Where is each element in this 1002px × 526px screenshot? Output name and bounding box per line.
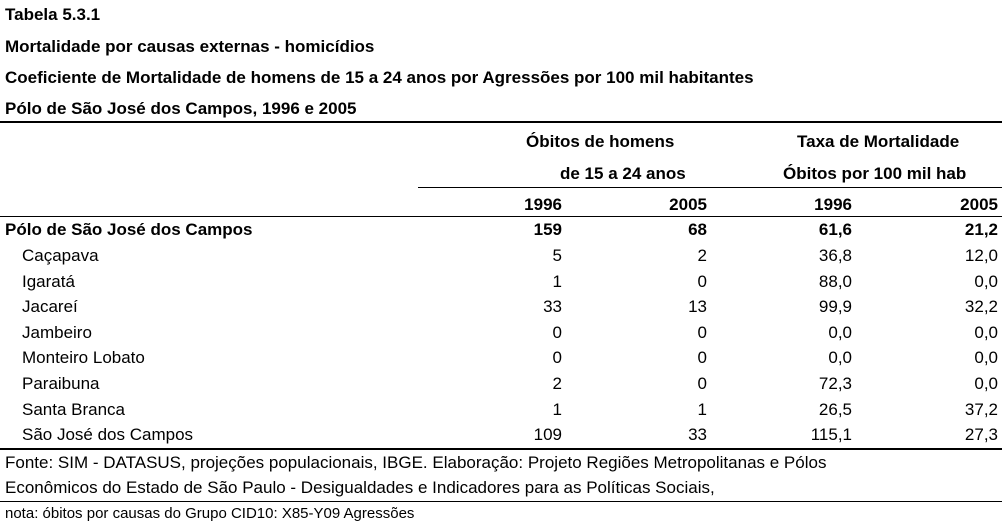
cell-value: 72,3 bbox=[818, 374, 852, 393]
cell-value: 0 bbox=[697, 272, 707, 291]
row-name: Caçapava bbox=[22, 246, 99, 265]
header-year: 1996 bbox=[524, 195, 562, 214]
table-id: Tabela 5.3.1 bbox=[5, 5, 101, 24]
cell-value: 26,5 bbox=[818, 400, 852, 419]
cell-value: 27,3 bbox=[964, 425, 998, 444]
cell-value: 5 bbox=[552, 246, 562, 265]
cell-value: 1 bbox=[697, 400, 707, 419]
cell-value: 0,0 bbox=[974, 323, 998, 342]
cell-value: 2 bbox=[552, 374, 562, 393]
cell-value: 32,2 bbox=[964, 297, 998, 316]
cell-value: 0 bbox=[552, 348, 562, 367]
row-name: Santa Branca bbox=[22, 400, 126, 419]
row-name-total: Pólo de São José dos Campos bbox=[5, 220, 253, 239]
cell-value: 13 bbox=[688, 297, 707, 316]
top-rule bbox=[0, 121, 1002, 123]
header-taxa-line2: Óbitos por 100 mil hab bbox=[783, 164, 967, 183]
cell-value: 33 bbox=[688, 425, 707, 444]
cell-value: 0 bbox=[552, 323, 562, 342]
cell-value: 68 bbox=[688, 220, 707, 239]
cell-value: 99,9 bbox=[818, 297, 852, 316]
header-taxa-line1: Taxa de Mortalidade bbox=[797, 132, 960, 151]
cell-value: 0,0 bbox=[974, 374, 998, 393]
cell-value: 0 bbox=[697, 348, 707, 367]
table-indicator: Coeficiente de Mortalidade de homens de 15 a 24 anos por Agressões por 100 mil habitantes bbox=[5, 68, 754, 87]
cell-value: 1 bbox=[552, 400, 562, 419]
cell-value: 61,6 bbox=[818, 220, 852, 239]
cell-value: 33 bbox=[543, 297, 562, 316]
header-year: 2005 bbox=[669, 195, 707, 214]
footer-rule bbox=[0, 501, 1002, 502]
cell-value: 0,0 bbox=[828, 323, 852, 342]
cell-value: 0,0 bbox=[974, 348, 998, 367]
row-name: São José dos Campos bbox=[22, 425, 194, 444]
bottom-rule bbox=[0, 448, 1002, 450]
cell-value: 21,2 bbox=[964, 220, 998, 239]
cell-value: 0,0 bbox=[828, 348, 852, 367]
cell-value: 0 bbox=[697, 374, 707, 393]
row-name: Igaratá bbox=[22, 272, 75, 291]
header-year: 1996 bbox=[814, 195, 852, 214]
cell-value: 0,0 bbox=[974, 272, 998, 291]
header-year: 2005 bbox=[960, 195, 998, 214]
table-subject: Mortalidade por causas externas - homicídios bbox=[5, 37, 375, 56]
cell-value: 36,8 bbox=[818, 246, 852, 265]
header-rule bbox=[0, 216, 1002, 217]
cell-value: 0 bbox=[697, 323, 707, 342]
cell-value: 12,0 bbox=[964, 246, 998, 265]
table-region: Pólo de São José dos Campos, 1996 e 2005 bbox=[5, 99, 357, 118]
source-line-2: Econômicos do Estado de São Paulo - Desigualdades e Indicadores para as Políticas Sociais, bbox=[5, 478, 715, 497]
header-group-rule bbox=[418, 187, 1002, 188]
row-name: Jacareí bbox=[22, 297, 78, 316]
source-line-1: Fonte: SIM - DATASUS, projeções populacionais, IBGE. Elaboração: Projeto Regiões Metropolitanas e Pólos bbox=[5, 453, 827, 472]
cell-value: 159 bbox=[533, 220, 562, 239]
footnote: nota: óbitos por causas do Grupo CID10: X85-Y09 Agressões bbox=[5, 505, 415, 522]
row-name: Paraibuna bbox=[22, 374, 100, 393]
cell-value: 37,2 bbox=[964, 400, 998, 419]
row-name: Monteiro Lobato bbox=[22, 348, 145, 367]
cell-value: 2 bbox=[697, 246, 707, 265]
cell-value: 88,0 bbox=[818, 272, 852, 291]
cell-value: 109 bbox=[533, 425, 562, 444]
row-name: Jambeiro bbox=[22, 323, 92, 342]
cell-value: 115,1 bbox=[810, 425, 852, 444]
header-obitos-line1: Óbitos de homens bbox=[526, 132, 675, 151]
header-obitos-line2: de 15 a 24 anos bbox=[560, 164, 686, 183]
cell-value: 1 bbox=[552, 272, 562, 291]
